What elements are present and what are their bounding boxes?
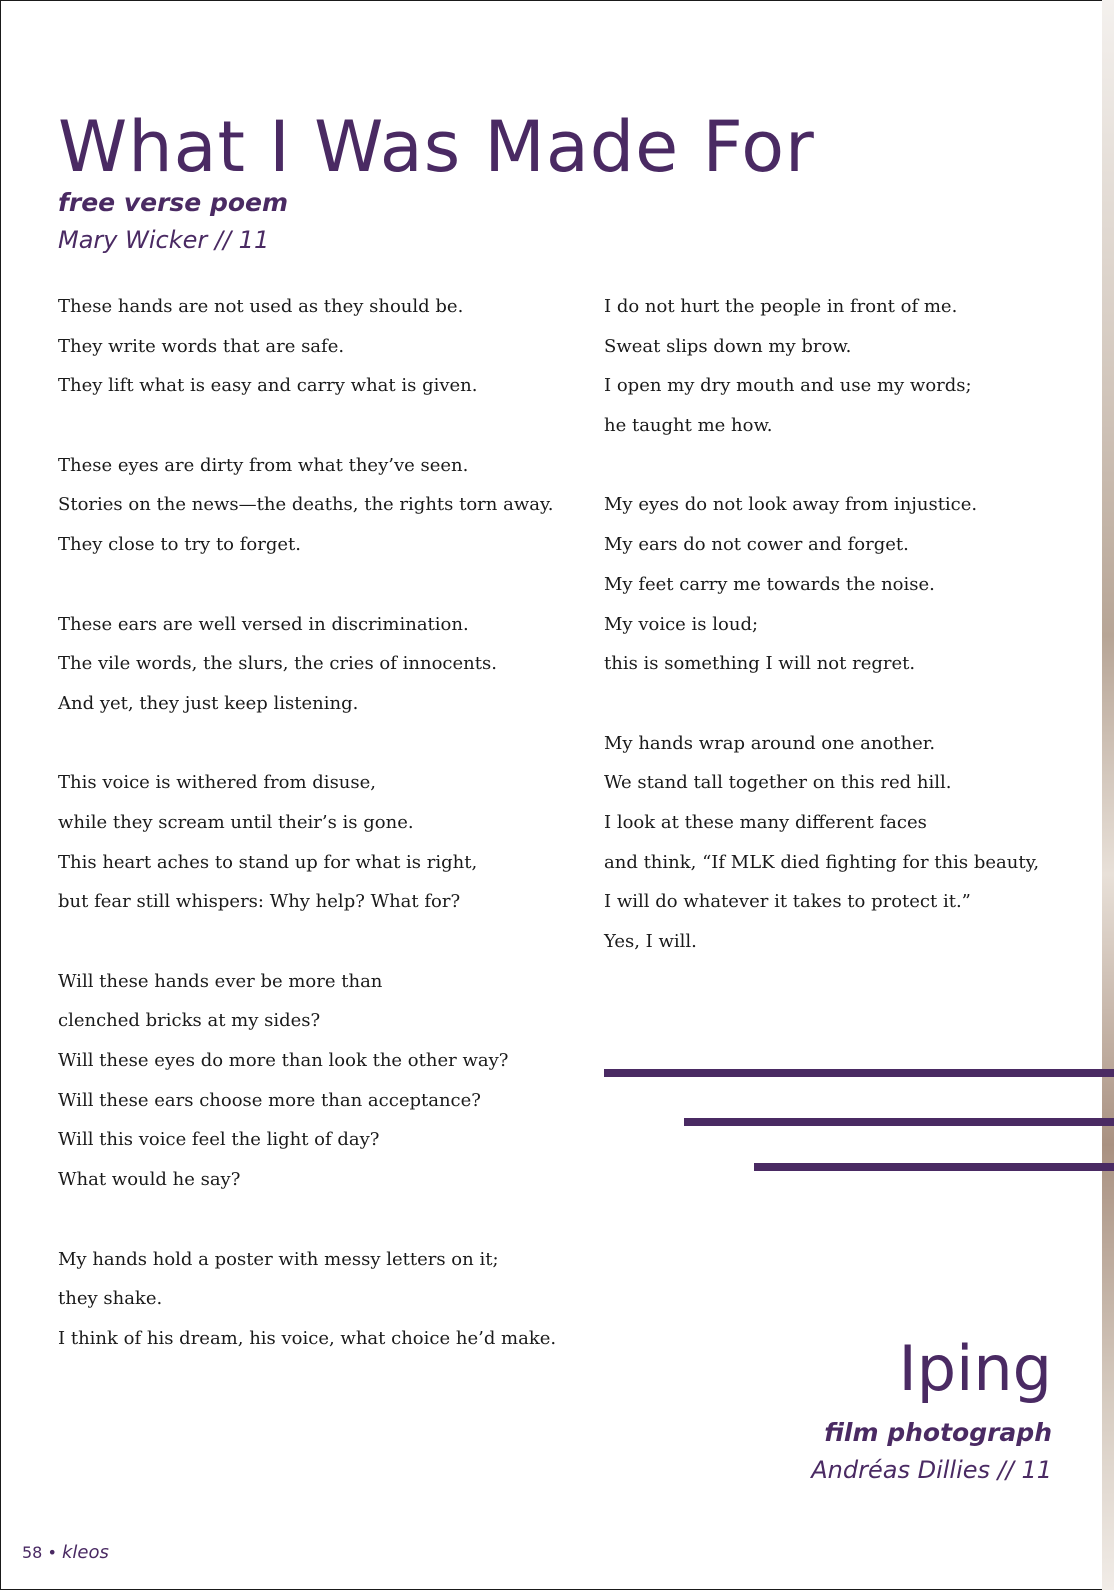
poem-form: free verse poem <box>58 188 289 217</box>
poem-line: These hands are not used as they should be. <box>58 296 464 317</box>
poem-line: I think of his dream, his voice, what choice he’d make. <box>58 1327 557 1349</box>
poem-line: Sweat slips down my brow. <box>604 335 852 357</box>
poem-line: They close to try to forget. <box>58 534 301 556</box>
poem-line: These eyes are dirty from what they’ve seen. <box>58 454 469 476</box>
poem-line: and think, “If MLK died fighting for this beauty, <box>604 851 1040 873</box>
poem-line: These ears are well versed in discrimination. <box>58 613 469 635</box>
poem-line: they shake. <box>58 1288 163 1310</box>
stanza-break <box>58 409 558 449</box>
poem-line: My hands hold a poster with messy letters on it; <box>58 1248 499 1270</box>
poem-line: I do not hurt the people in front of me. <box>604 296 958 317</box>
photo-edge-strip <box>1102 0 1114 1590</box>
decorative-stripe-2 <box>684 1118 1114 1126</box>
poem-line: This voice is withered from disuse, <box>58 772 377 794</box>
poem-line: We stand tall together on this red hill. <box>604 772 952 794</box>
poem-line: I open my dry mouth and use my words; <box>604 375 972 397</box>
poem-line: They write words that are safe. <box>58 335 345 357</box>
poem-line: but fear still whispers: Why help? What for? <box>58 891 461 913</box>
poem-line: My ears do not cower and forget. <box>604 534 909 556</box>
decorative-stripe-1 <box>604 1069 1114 1077</box>
poem-line: My voice is loud; <box>604 613 759 635</box>
poem-line: Will these eyes do more than look the other way? <box>58 1050 509 1072</box>
photo-medium: film photograph <box>824 1418 1052 1447</box>
poem-author: Mary Wicker // 11 <box>58 226 270 254</box>
poem-line: Will these ears choose more than acceptance? <box>58 1089 481 1111</box>
poem-line: Will this voice feel the light of day? <box>58 1129 380 1151</box>
photo-author: Andréas Dillies // 11 <box>811 1456 1052 1484</box>
photo-title: Iping <box>898 1332 1052 1405</box>
stanza-break <box>58 568 558 608</box>
page-footer <box>22 1542 109 1563</box>
poem-line: And yet, they just keep listening. <box>58 692 359 714</box>
stanza-break <box>604 687 1084 727</box>
footer-separator: • <box>47 1543 57 1562</box>
poem-line: while they scream until their’s is gone. <box>58 811 414 833</box>
stanza-break <box>604 449 1084 489</box>
poem-title: What I Was Made For <box>58 106 815 188</box>
poem-line: this is something I will not regret. <box>604 653 916 675</box>
stanza-break <box>58 925 558 965</box>
decorative-stripe-3 <box>754 1163 1114 1171</box>
poem-line: The vile words, the slurs, the cries of innocents. <box>58 653 497 675</box>
page-number: 58 <box>22 1543 43 1562</box>
publication-name: kleos <box>61 1542 109 1563</box>
poem-line: I look at these many different faces <box>604 811 927 833</box>
poem-line: Yes, I will. <box>604 931 697 952</box>
poem-right-column <box>604 290 1084 965</box>
stanza-break <box>58 1203 558 1243</box>
poem-line: he taught me how. <box>604 415 773 437</box>
poem-line: This heart aches to stand up for what is right, <box>58 851 478 873</box>
poem-line: Will these hands ever be more than <box>58 970 383 992</box>
poem-line: They lift what is easy and carry what is given. <box>58 375 478 397</box>
poem-line: Stories on the news—the deaths, the rights torn away. <box>58 494 554 516</box>
poem-left-column <box>58 290 558 1362</box>
poem-line: What would he say? <box>58 1169 241 1191</box>
poem-line: I will do whatever it takes to protect it.” <box>604 891 971 913</box>
poem-line: My eyes do not look away from injustice. <box>604 494 978 516</box>
poem-line: My feet carry me towards the noise. <box>604 573 935 595</box>
poem-line: clenched bricks at my sides? <box>58 1010 321 1032</box>
stanza-break <box>58 727 558 767</box>
poem-line: My hands wrap around one another. <box>604 732 936 754</box>
